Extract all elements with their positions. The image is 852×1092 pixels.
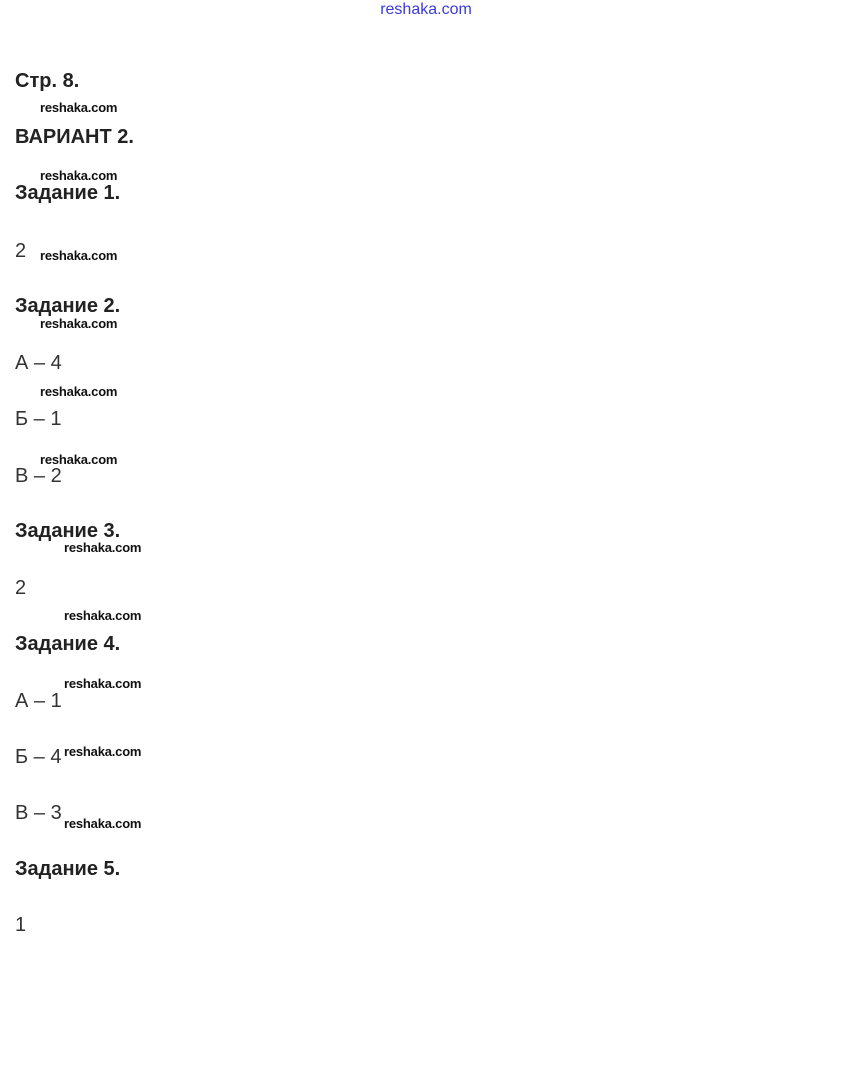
task-5-answer: 1 (15, 914, 27, 936)
task-2-answer-v: В – 2 (15, 465, 62, 487)
task-2-answer-b: Б – 1 (15, 408, 62, 430)
page-number: Стр. 8. (15, 70, 80, 92)
watermark: reshaka.com (40, 384, 118, 399)
task-4-answer-a: А – 1 (15, 690, 62, 712)
task-1-answer: 2 (15, 240, 27, 262)
task-4-answer-v: В – 3 (15, 802, 62, 824)
task-2-answer-a: А – 4 (15, 352, 62, 374)
watermark: reshaka.com (64, 540, 142, 555)
variant-heading: ВАРИАНТ 2. (15, 126, 134, 148)
watermark: reshaka.com (40, 452, 118, 467)
site-watermark-top: reshaka.com (380, 1, 472, 18)
watermark: reshaka.com (64, 608, 142, 623)
task-3-title: Задание 3. (15, 520, 121, 542)
watermark: reshaka.com (40, 168, 118, 183)
watermark: reshaka.com (40, 100, 118, 115)
task-5-title: Задание 5. (15, 858, 121, 880)
task-4-title: Задание 4. (15, 633, 121, 655)
task-4-answer-b: Б – 4 (15, 746, 62, 768)
watermark: reshaka.com (64, 676, 142, 691)
watermark: reshaka.com (64, 744, 142, 759)
task-1-title: Задание 1. (15, 182, 121, 204)
watermark: reshaka.com (64, 816, 142, 831)
task-2-title: Задание 2. (15, 295, 121, 317)
watermark: reshaka.com (40, 316, 118, 331)
task-3-answer: 2 (15, 577, 27, 599)
watermark: reshaka.com (40, 248, 118, 263)
